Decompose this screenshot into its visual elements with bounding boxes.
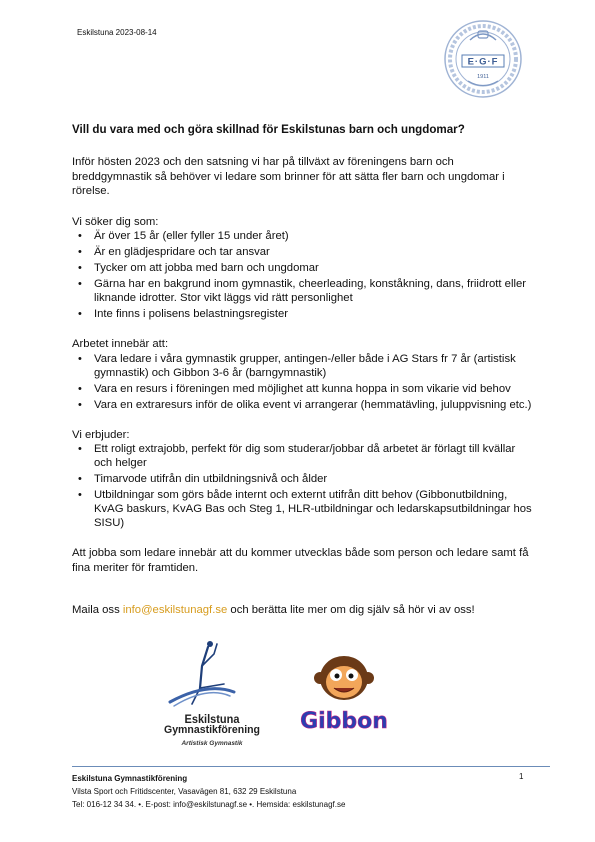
egf-gymnastics-logo — [162, 636, 262, 756]
egf-seal-logo — [442, 18, 524, 100]
gibbon-logo — [298, 650, 390, 740]
gibbon-wordmark: Gibbon — [300, 709, 388, 734]
intro-paragraph: Inför hösten 2023 och den satsning vi har på tillväxt av föreningens barn och breddgymnastik så behöver vi ledare som brinner för att sätta fler barn och ungdomar i rörelse. — [72, 156, 505, 197]
bullet-icon: • — [78, 308, 82, 320]
page-number: 1 — [519, 772, 524, 781]
bullet-icon: • — [78, 230, 82, 242]
bullet-icon: • — [78, 473, 82, 485]
page-title: Vill du vara med och göra skillnad för Eskilstunas barn och ungdomar? — [72, 123, 465, 136]
footer — [72, 772, 532, 812]
seeking-list — [72, 229, 532, 321]
footer-org-name: Eskilstuna Gymnastikförening — [72, 774, 188, 783]
bullet-icon: • — [78, 278, 82, 290]
list-item: • Tycker om att jobba med barn och ungdomar — [78, 262, 319, 274]
work-list — [72, 352, 532, 412]
list-item: • Inte finns i polisens belastningsregister — [78, 308, 289, 320]
gymnast-figure-icon — [170, 641, 234, 706]
offer-list — [72, 442, 532, 530]
list-item: • Är en glädjespridare och tar ansvar — [78, 246, 270, 258]
bullet-icon: • — [78, 443, 82, 455]
bullet-icon: • — [78, 352, 82, 365]
list-item: • Är över 15 år (eller fyller 15 under året) — [78, 230, 289, 242]
offer-label: Vi erbjuder: — [72, 428, 130, 441]
bullet-icon: • — [78, 246, 82, 258]
list-item: • Vara en extraresurs inför de olika event vi arrangerar (hemmatävling, juluppvisning etc.) — [78, 398, 532, 411]
footer-divider — [72, 766, 550, 767]
bullet-icon: • — [78, 382, 82, 395]
list-item: • Timarvode utifrån din utbildningsnivå och ålder — [78, 473, 328, 485]
seal-year: 1911 — [477, 74, 489, 80]
list-item: • Utbildningar som görs både internt och externt utifrån ditt behov (Gibbonutbildning, KvAG baskurs, KvAG Bas och Steg 1, HLR-utbildningar och ledarskapsutbildningar hos SISU) — [78, 489, 532, 529]
monkey-face-icon — [314, 656, 374, 700]
seeking-label: Vi söker dig som: — [72, 215, 159, 228]
email-link[interactable]: info@eskilstunagf.se — [122, 604, 228, 616]
bullet-icon: • — [78, 262, 82, 274]
egf-logo-line2: Gymnastikförening — [164, 724, 260, 736]
seal-letters: E·G·F — [467, 56, 499, 68]
egf-logo-line1: Eskilstuna — [184, 713, 240, 727]
egf-logo-line3: Artistisk Gymnastik — [181, 740, 243, 747]
list-item: • Vara ledare i våra gymnastik grupper, antingen-/eller både i AG Stars fr 7 år (artistisk gymnastik) och Gibbon 3-6 år (barngymnastik) — [78, 352, 516, 379]
closing-paragraph: Att jobba som ledare innebär att du kommer utvecklas både som person och ledare samt få fina meriter för framtiden. — [72, 547, 529, 574]
list-item: • Vara en resurs i föreningen med möjlighet att kunna hoppa in som vikarie vid behov — [78, 382, 511, 395]
bullet-icon: • — [78, 489, 82, 501]
bullet-icon: • — [78, 398, 82, 411]
letter-body — [72, 123, 532, 633]
document-date: Eskilstuna 2023-08-14 — [77, 28, 157, 37]
list-item: • Ett roligt extrajobb, perfekt för dig som studerar/jobbar då arbetet är förlagt till kvällar och helger — [78, 443, 516, 469]
footer-address: Vilsta Sport och Fritidscenter, Vasavägen 81, 632 29 Eskilstuna — [72, 787, 297, 797]
list-item: • Gärna har en bakgrund inom gymnastik, cheerleading, konståkning, dans, friidrott eller liknande idrotter. Stor vikt läggs vid rätt personlighet — [78, 278, 527, 304]
contact-line: Maila oss info@eskilstunagf.se och berätta lite mer om dig själv så hör vi av oss! — [72, 604, 475, 616]
work-label: Arbetet innebär att: — [72, 338, 169, 350]
footer-contact: Tel: 016-12 34 34. •. E-post: info@eskilstunagf.se •. Hemsida: eskilstunagf.se — [72, 800, 346, 810]
